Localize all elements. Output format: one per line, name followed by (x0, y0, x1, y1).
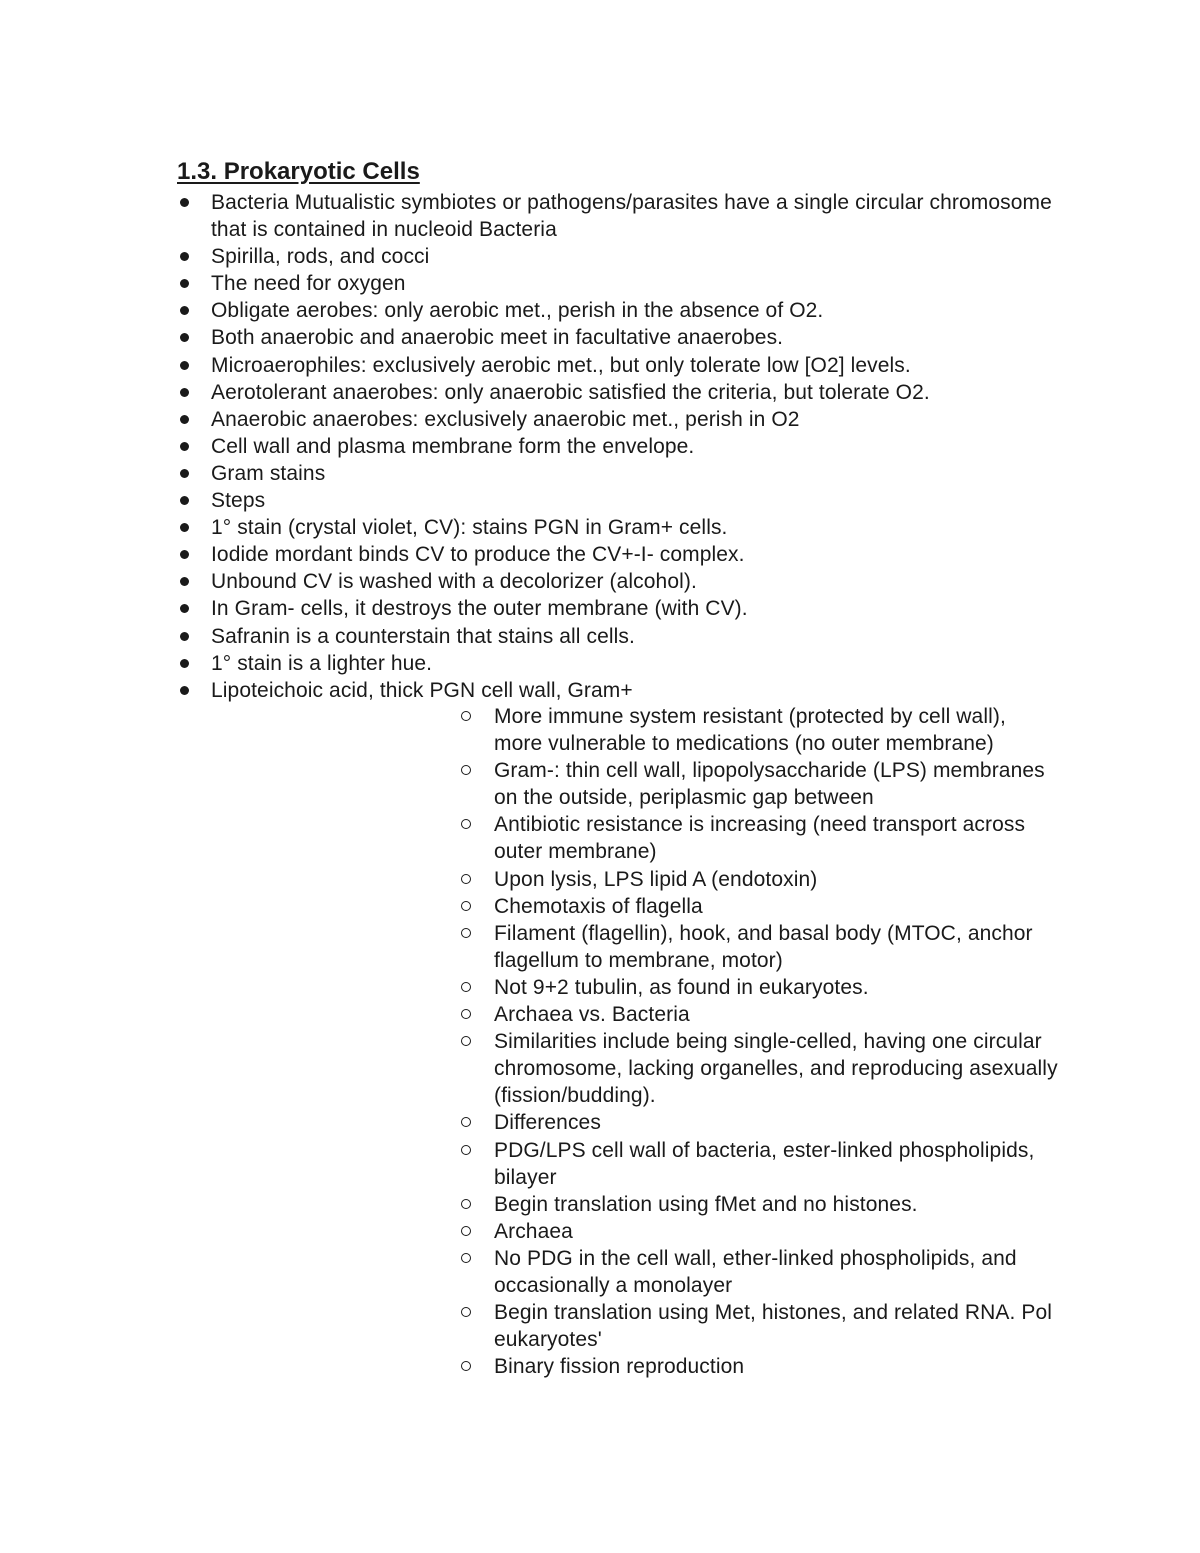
list-item (177, 568, 1057, 595)
list-item-text: Antibiotic resistance is increasing (need transport across outer membrane) (494, 813, 1026, 864)
list-item (458, 920, 1058, 974)
list-item (177, 595, 1057, 622)
list-item-text: Chemotaxis of flagella (494, 894, 703, 918)
sub-bullet-list (458, 703, 1058, 1380)
bullet-circle-icon (461, 819, 471, 829)
list-item-text: Obligate aerobes: only aerobic met., perish in the absence of O2. (211, 299, 824, 323)
bullet-circle-icon (461, 982, 471, 992)
list-item (177, 352, 1057, 379)
list-item-text: More immune system resistant (protected by cell wall), more vulnerable to medications (no outer membrane) (494, 705, 1006, 756)
bullet-circle-icon (461, 1117, 471, 1127)
list-item (177, 433, 1057, 460)
bullet-dot-icon (180, 550, 189, 559)
list-item-text: Unbound CV is washed with a decolorizer (alcohol). (211, 570, 697, 594)
list-item (177, 514, 1057, 541)
list-item-text: Differences (494, 1111, 601, 1135)
bullet-dot-icon (180, 632, 189, 641)
bullet-dot-icon (180, 388, 189, 397)
bullet-circle-icon (461, 1009, 471, 1019)
list-item-text: 1° stain (crystal violet, CV): stains PGN in Gram+ cells. (211, 516, 728, 540)
list-item (177, 623, 1057, 650)
list-item (177, 324, 1057, 351)
list-item-text: Upon lysis, LPS lipid A (endotoxin) (494, 867, 818, 891)
list-item (458, 1245, 1058, 1299)
list-item (458, 1191, 1058, 1218)
list-item-text: Lipoteichoic acid, thick PGN cell wall, Gram+ (211, 678, 633, 702)
list-item (458, 974, 1058, 1001)
list-item (458, 893, 1058, 920)
list-item (458, 866, 1058, 893)
list-item (177, 487, 1057, 514)
list-item-text: Spirilla, rods, and cocci (211, 245, 430, 269)
list-item-text: Microaerophiles: exclusively aerobic met., but only tolerate low [O2] levels. (211, 353, 911, 377)
list-item-text: The need for oxygen (211, 272, 406, 296)
list-item (458, 1353, 1058, 1380)
bullet-dot-icon (180, 659, 189, 668)
bullet-circle-icon (461, 1199, 471, 1209)
list-item (177, 541, 1057, 568)
list-item-text: Bacteria Mutualistic symbiotes or pathogens/parasites have a single circular chromosome that is contained in nucleoid Bacteria (211, 191, 1052, 242)
bullet-circle-icon (461, 1253, 471, 1263)
list-item-text: Not 9+2 tubulin, as found in eukaryotes. (494, 975, 869, 999)
list-item (177, 677, 1057, 704)
list-item (458, 703, 1058, 757)
bullet-dot-icon (180, 469, 189, 478)
list-item-text: Begin translation using fMet and no histones. (494, 1192, 918, 1216)
list-item (458, 1299, 1058, 1353)
bullet-circle-icon (461, 1361, 471, 1371)
bullet-dot-icon (180, 415, 189, 424)
bullet-circle-icon (461, 711, 471, 721)
page-title: 1.3. Prokaryotic Cells (177, 158, 420, 185)
bullet-dot-icon (180, 306, 189, 315)
list-item-text: Gram-: thin cell wall, lipopolysaccharide (LPS) membranes on the outside, periplasmic gap between (494, 759, 1045, 810)
list-item-text: Aerotolerant anaerobes: only anaerobic satisfied the criteria, but tolerate O2. (211, 380, 930, 404)
bullet-circle-icon (461, 1307, 471, 1317)
bullet-circle-icon (461, 1226, 471, 1236)
list-item (177, 270, 1057, 297)
list-item-text: Steps (211, 489, 266, 513)
list-item-text: Archaea (494, 1219, 573, 1243)
list-item-text: 1° stain is a lighter hue. (211, 651, 433, 675)
bullet-dot-icon (180, 442, 189, 451)
list-item-text: Filament (flagellin), hook, and basal body (MTOC, anchor flagellum to membrane, motor) (494, 921, 1033, 972)
bullet-dot-icon (180, 252, 189, 261)
list-item (177, 650, 1057, 677)
list-item (177, 189, 1057, 243)
bullet-dot-icon (180, 496, 189, 505)
list-item (458, 1109, 1058, 1136)
list-item-text: Archaea vs. Bacteria (494, 1003, 690, 1027)
list-item (458, 1137, 1058, 1191)
list-item-text: Iodide mordant binds CV to produce the CV+-I- complex. (211, 543, 745, 567)
list-item-text: Cell wall and plasma membrane form the envelope. (211, 434, 695, 458)
list-item-text: No PDG in the cell wall, ether-linked phospholipids, and occasionally a monolayer (494, 1246, 1017, 1297)
list-item-text: PDG/LPS cell wall of bacteria, ester-linked phospholipids, bilayer (494, 1138, 1035, 1189)
bullet-dot-icon (180, 361, 189, 370)
list-item-text: Binary fission reproduction (494, 1355, 745, 1379)
list-item (177, 243, 1057, 270)
list-item (458, 1028, 1058, 1109)
bullet-circle-icon (461, 1036, 471, 1046)
bullet-dot-icon (180, 686, 189, 695)
list-item (458, 1218, 1058, 1245)
bullet-dot-icon (180, 198, 189, 207)
list-item-text: Anaerobic anaerobes: exclusively anaerobic met., perish in O2 (211, 407, 800, 431)
list-item-text: Both anaerobic and anaerobic meet in facultative anaerobes. (211, 326, 784, 350)
list-item (458, 811, 1058, 865)
list-item (177, 379, 1057, 406)
bullet-circle-icon (461, 928, 471, 938)
list-item (177, 460, 1057, 487)
list-item (458, 1001, 1058, 1028)
list-item (458, 757, 1058, 811)
list-item-text: Similarities include being single-celled, having one circular chromosome, lacking organelles, and reproducing asexually (fission/budding). (494, 1030, 1058, 1108)
bullet-circle-icon (461, 1145, 471, 1155)
list-item-text: In Gram- cells, it destroys the outer membrane (with CV). (211, 597, 748, 621)
bullet-circle-icon (461, 765, 471, 775)
bullet-dot-icon (180, 577, 189, 586)
list-item-text: Gram stains (211, 461, 326, 485)
list-item-text: Safranin is a counterstain that stains all cells. (211, 624, 635, 648)
list-item-text: Begin translation using Met, histones, and related RNA. Pol eukaryotes' (494, 1301, 1053, 1352)
list-item (177, 297, 1057, 324)
bullet-circle-icon (461, 874, 471, 884)
bullet-dot-icon (180, 604, 189, 613)
bullet-circle-icon (461, 901, 471, 911)
main-bullet-list (177, 189, 1057, 704)
bullet-dot-icon (180, 523, 189, 532)
bullet-dot-icon (180, 333, 189, 342)
list-item (177, 406, 1057, 433)
bullet-dot-icon (180, 279, 189, 288)
